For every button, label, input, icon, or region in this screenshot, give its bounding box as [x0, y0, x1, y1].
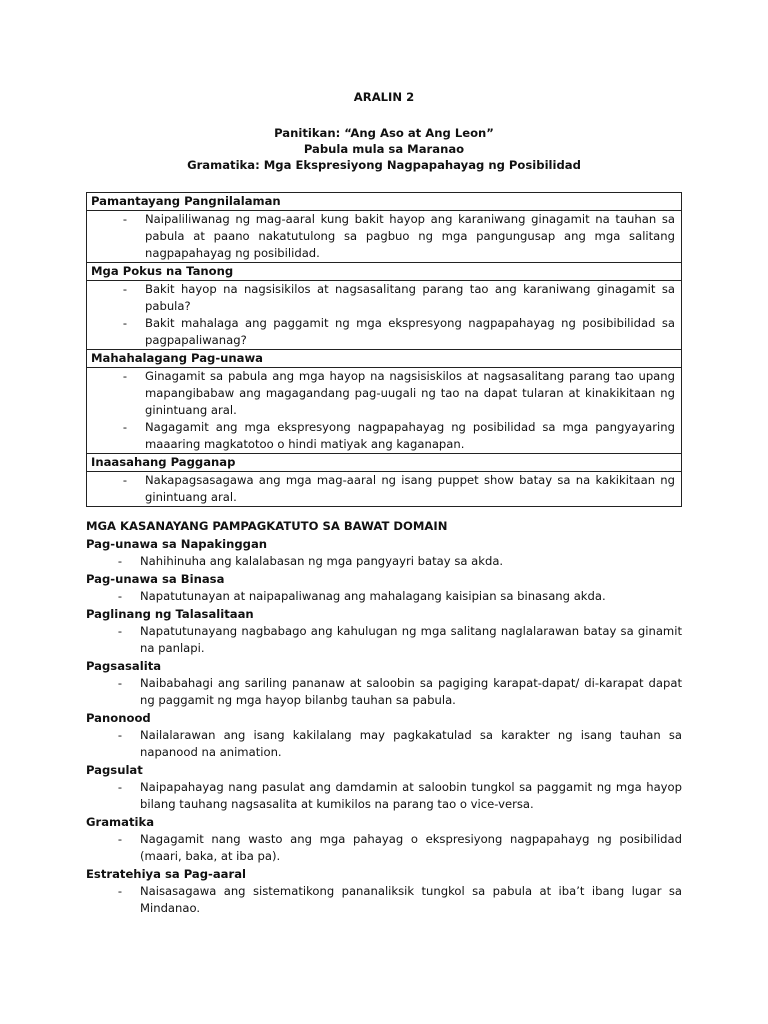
table-section-body [87, 211, 682, 263]
list-item [91, 419, 675, 453]
table-section-heading: Mga Pokus na Tanong [87, 263, 682, 281]
domain-heading: Pag-unawa sa Napakinggan [86, 537, 268, 551]
list-item [91, 211, 675, 262]
domain-heading: Panonood [86, 711, 151, 725]
domain-block [86, 814, 682, 865]
domain-block [86, 571, 682, 605]
list-item [86, 727, 682, 761]
domains-title: MGA KASANAYANG PAMPAGKATUTO SA BAWAT DOMAIN [86, 519, 448, 533]
list-item [91, 315, 675, 349]
list-item [86, 675, 682, 709]
domain-block [86, 536, 682, 570]
bullet-dash: - [117, 728, 123, 742]
list-item [86, 588, 682, 605]
domain-block [86, 658, 682, 709]
domains-section [86, 518, 682, 917]
table-section-heading: Mahahalagang Pag-unawa [87, 350, 682, 368]
list-item [86, 623, 682, 657]
standards-table [86, 192, 682, 507]
list-item-text: Naipaliliwanag ng mag-aaral kung bakit hayop ang karaniwang ginagamit na tauhan sa pabula at paano nakatutulong sa pagbuo ng mga pangungusap ang mga salitang nagpapahayag ng posibilidad. [145, 212, 675, 260]
list-item-text: Nakapagsasagawa ang mga mag-aaral ng isang puppet show batay sa na kakikitaan ng ginintuang aral. [145, 473, 675, 504]
domain-block [86, 866, 682, 917]
list-item-text: Nahihinuha ang kalalabasan ng mga pangyayri batay sa akda. [140, 554, 504, 568]
list-item-text: Naipapahayag nang pasulat ang damdamin at saloobin tungkol sa paggamit ng mga hayop bilang tauhang nagsasalita at kumikilos na parang tao o vice-versa. [140, 780, 682, 811]
table-section-heading: Inaasahang Pagganap [87, 454, 682, 472]
domain-heading: Gramatika [86, 815, 155, 829]
table-section-body [87, 281, 682, 350]
domains-list [86, 536, 682, 917]
domain-block [86, 710, 682, 761]
bullet-dash: - [122, 473, 128, 487]
domain-heading: Pagsasalita [86, 659, 162, 673]
bullet-dash: - [117, 780, 123, 794]
list-item-text: Napatutunayang nagbabago ang kahulugan ng mga salitang naglalarawan batay sa ginamit na panlapi. [140, 624, 682, 655]
bullet-dash: - [122, 212, 128, 226]
list-item [86, 883, 682, 917]
list-item [86, 779, 682, 813]
table-section-heading: Pamantayang Pangnilalaman [87, 193, 682, 211]
bullet-dash: - [117, 676, 123, 690]
list-item-text: Ginagamit sa pabula ang mga hayop na nagsisiskilos at nagsasalitang parang tao upang mapangibabaw ang magagandang pag-uugali ng tao na dapat tularan at kinakikitaan ng ginintuang aral. [145, 369, 675, 417]
domain-block [86, 762, 682, 813]
list-item-text: Naisasagawa ang sistematikong pananaliksik tungkol sa pabula at iba’t ibang lugar sa Mindanao. [140, 884, 682, 915]
bullet-dash: - [117, 624, 123, 638]
list-item [86, 831, 682, 865]
bullet-dash: - [122, 282, 128, 296]
bullet-dash: - [122, 420, 128, 434]
list-item-text: Nagagamit nang wasto ang mga pahayag o ekspresiyong nagpapahayg ng posibilidad (maari, baka, at iba pa). [140, 832, 682, 863]
list-item-text: Bakit hayop na nagsisikilos at nagsasalitang parang tao ang karaniwang ginagamit sa pabula? [145, 282, 675, 313]
table-section-body [87, 368, 682, 454]
list-item-text: Bakit mahalaga ang paggamit ng mga ekspresyong nagpapahayag ng posibibilidad sa pagpapaliwanag? [145, 316, 675, 347]
bullet-dash: - [117, 884, 123, 898]
domain-heading: Estratehiya sa Pag-aaral [86, 867, 246, 881]
domain-block [86, 606, 682, 657]
table-section-body [87, 472, 682, 507]
domain-heading: Pagsulat [86, 763, 143, 777]
list-item-text: Naibabahagi ang sariling pananaw at saloobin sa pagiging karapat-dapat/ di-karapat dapat ng paggamit ng mga hayop bilanbg tauhan sa pabula. [140, 676, 682, 707]
bullet-dash: - [117, 832, 123, 846]
list-item-text: Napatutunayan at naipapaliwanag ang mahalagang kaisipian sa binasang akda. [140, 589, 606, 603]
list-item-text: Nailalarawan ang isang kakilalang may pagkakatulad sa karakter ng isang tauhan sa napanood na animation. [140, 728, 682, 759]
bullet-dash: - [122, 316, 128, 330]
list-item [86, 553, 682, 570]
list-item [91, 472, 675, 506]
list-item-text: Nagagamit ang mga ekspresyong nagpapahayag ng posibilidad sa mga pangyayaring maaaring magkatotoo o hindi matiyak ang kaganapan. [145, 420, 675, 451]
panitikan-line: Panitikan: “Ang Aso at Ang Leon” [274, 126, 494, 140]
list-item [91, 368, 675, 419]
list-item [91, 281, 675, 315]
gramatika-line: Gramatika: Mga Ekspresiyong Nagpapahayag ng Posibilidad [187, 158, 581, 172]
domain-heading: Paglinang ng Talasalitaan [86, 607, 254, 621]
pabula-line: Pabula mula sa Maranao [303, 142, 465, 156]
bullet-dash: - [117, 554, 123, 568]
bullet-dash: - [117, 589, 123, 603]
lesson-title: ARALIN 2 [353, 90, 415, 104]
domain-heading: Pag-unawa sa Binasa [86, 572, 225, 586]
bullet-dash: - [122, 369, 128, 383]
